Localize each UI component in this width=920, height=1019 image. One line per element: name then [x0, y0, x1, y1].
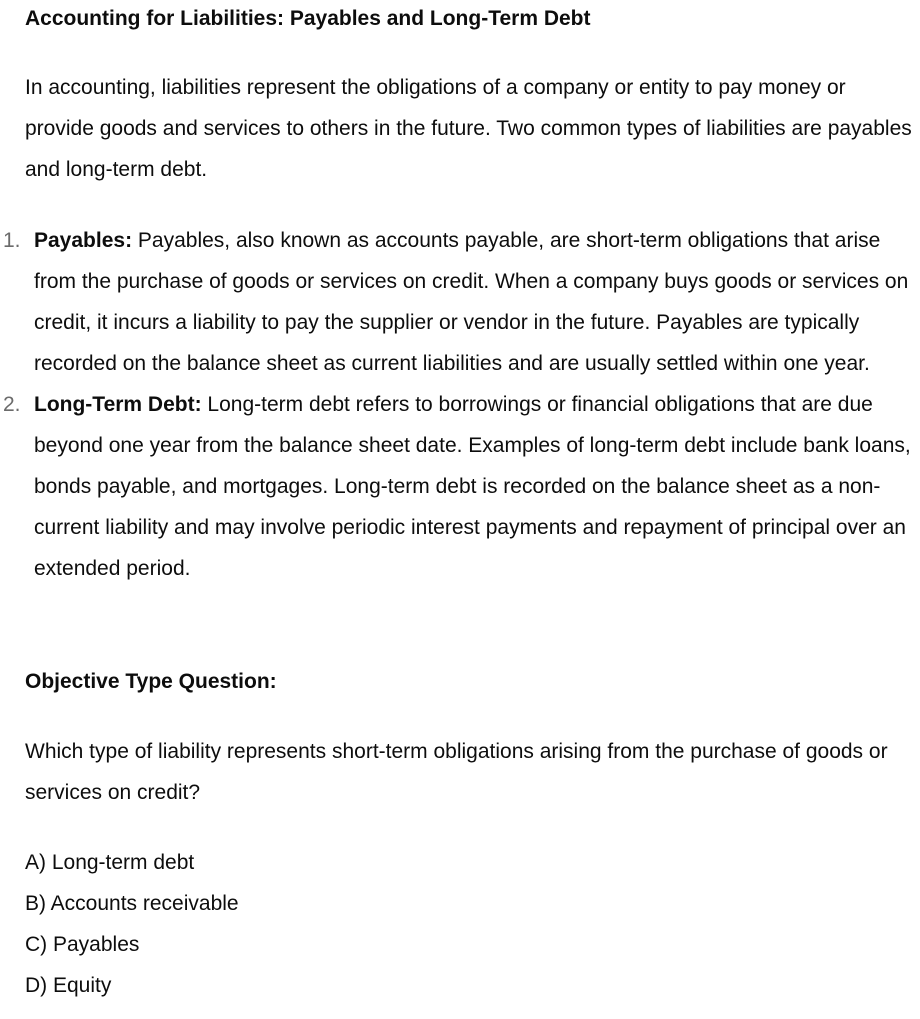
list-number: 2.: [3, 393, 21, 416]
question-heading: Objective Type Question:: [25, 670, 277, 693]
term-label: Long-Term Debt:: [34, 393, 202, 416]
option-c: C) Payables: [25, 933, 140, 956]
question-text: Which type of liability represents short-term obligations arising from the purchase of goods or services on credit?: [25, 740, 888, 804]
list-number: 1.: [3, 229, 21, 252]
term-label: Payables:: [34, 229, 133, 252]
term-description: Payables, also known as accounts payable, are short-term obligations that arise from the purchase of goods or services on credit. When a company buys goods or services on credit, it incurs a liability to pay the supplier or vendor in the future. Payables are typically recorded on the balance sheet as current liabilities and are usually settled within one year.: [34, 229, 909, 375]
page-title: Accounting for Liabilities: Payables and Long-Term Debt: [25, 7, 591, 30]
intro-paragraph: In accounting, liabilities represent the obligations of a company or entity to pay money or provide goods and services to others in the future. Two common types of liabilities are payables and long-term debt.: [25, 76, 912, 181]
option-b: B) Accounts receivable: [25, 892, 239, 915]
answer-options: [25, 842, 239, 1006]
option-d: D) Equity: [25, 974, 112, 997]
list-item-payables: [0, 220, 914, 384]
list-item-long-term-debt: [0, 384, 914, 589]
term-description: Long-term debt refers to borrowings or financial obligations that are due beyond one year from the balance sheet date. Examples of long-term debt include bank loans, bonds payable, and mortgages. Long-term debt is recorded on the balance sheet as a non-current liability and may involve periodic interest payments and repayment of principal over an extended period.: [34, 393, 911, 580]
liability-types-list: [0, 220, 920, 589]
option-a: A) Long-term debt: [25, 851, 195, 874]
